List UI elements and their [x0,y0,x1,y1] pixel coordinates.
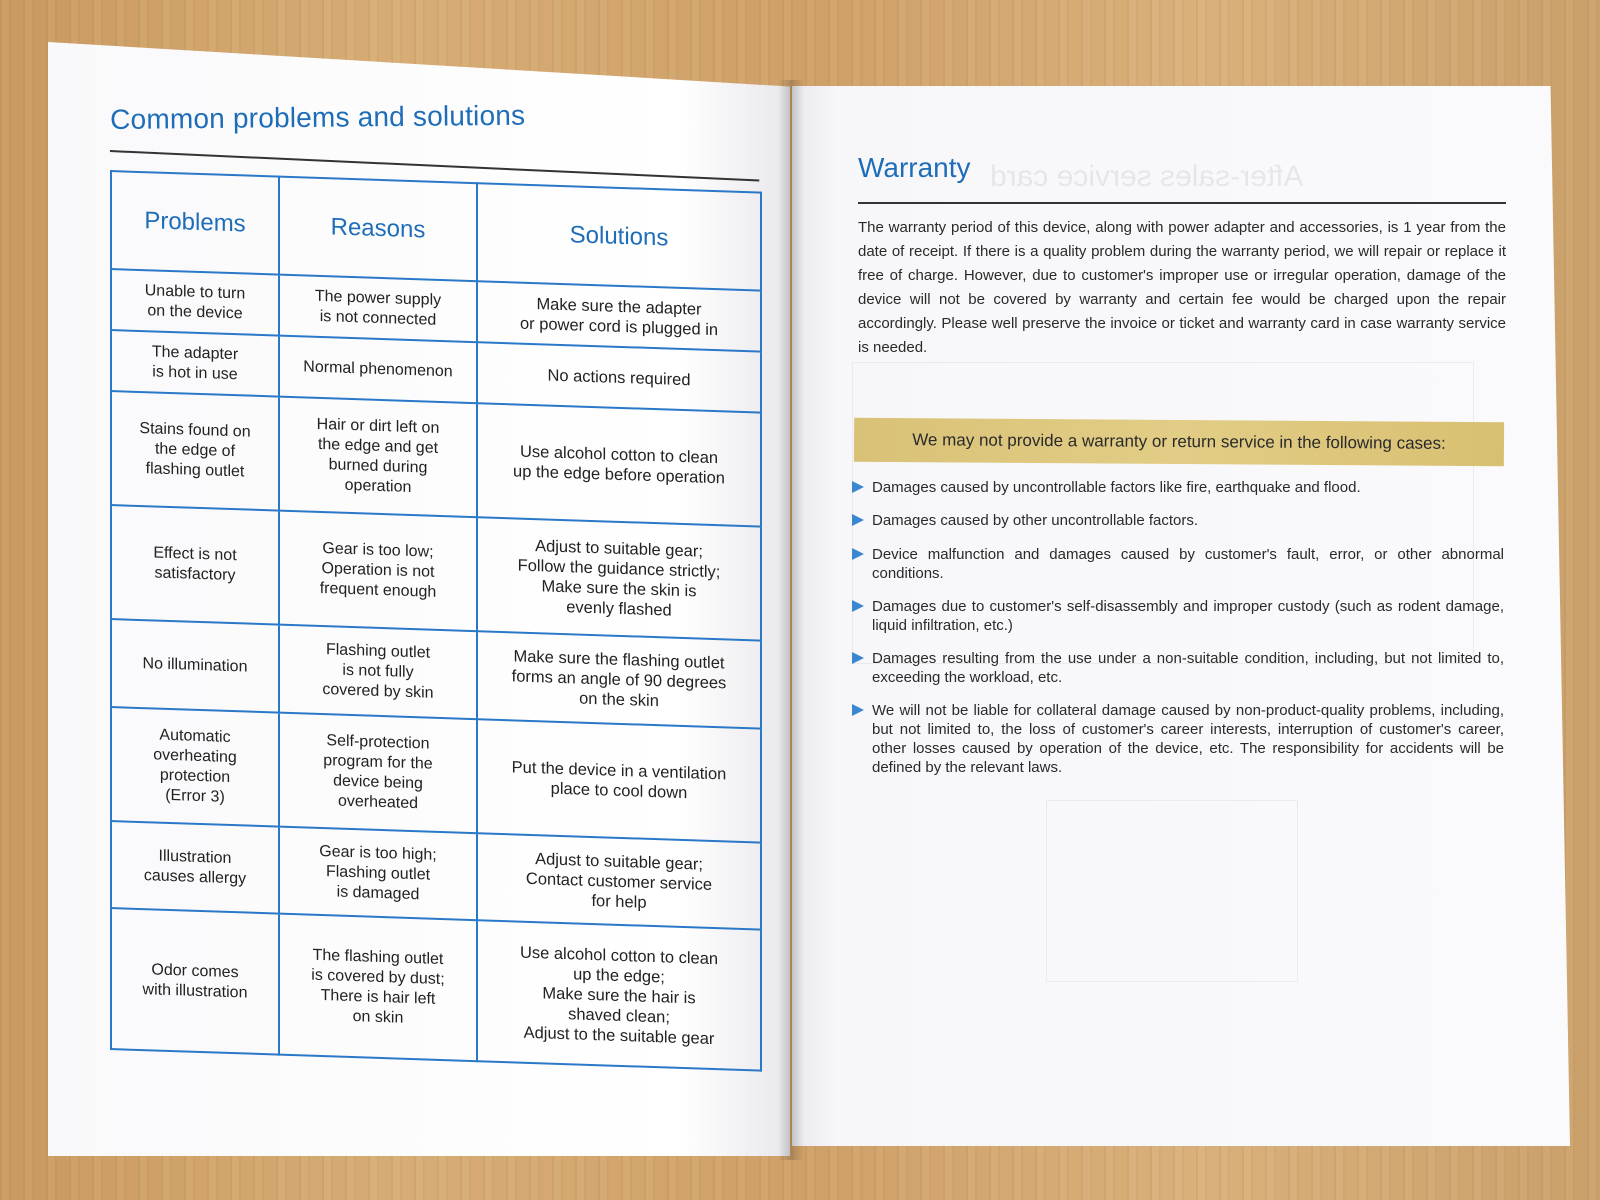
reason-cell: The flashing outlet is covered by dust; There is hair left on skin [279,914,477,1061]
solution-cell: Make sure the adapter or power cord is plugged in [477,281,761,351]
case-text: Damages resulting from the use under a non-suitable condition, including, but not limited to, exceeding the workload, etc. [872,650,1504,686]
solution-cell: Make sure the flashing outlet forms an angle of 90 degrees on the skin [477,631,761,728]
list-item [852,545,1504,583]
table-row [111,707,761,843]
case-text: Damages due to customer's self-disassembly and improper custody (such as rodent damage, liquid infiltration, etc.) [872,598,1504,634]
list-item [852,597,1504,635]
problem-cell: Illustration causes allergy [111,821,279,914]
reason-cell: Hair or dirt left on the edge and get burned during operation [279,397,477,518]
problem-cell: Unable to turn on the device [111,269,279,336]
problems-table-wrap [110,170,760,1072]
reason-cell: Normal phenomenon [279,336,477,404]
triangle-arrow-icon [852,481,864,493]
solution-cell: Put the device in a ventilation place to cool down [477,719,761,842]
warranty-title-rule [858,202,1506,204]
list-item [852,649,1504,687]
solution-cell: Use alcohol cotton to clean up the edge before operation [477,403,761,526]
solution-cell: No actions required [477,342,761,412]
reason-cell: Self-protection program for the device being overheated [279,712,477,833]
solution-cell: Adjust to suitable gear; Follow the guidance strictly; Make sure the skin is evenly flashed [477,517,761,640]
exclusions-banner: We may not provide a warranty or return service in the following cases: [854,418,1504,467]
exclusions-list [852,478,1504,777]
problems-table [110,170,762,1072]
show-through-certificate [1046,800,1298,982]
problem-cell: The adapter is hot in use [111,330,279,397]
table-row [111,505,761,641]
list-item [852,701,1504,777]
show-through-text: After-sales service card [990,160,1304,193]
solution-cell: Adjust to suitable gear; Contact customer service for help [477,833,761,930]
header-reasons: Reasons [279,177,477,282]
reason-cell: Gear is too high; Flashing outlet is damaged [279,826,477,920]
header-solutions: Solutions [477,183,761,290]
problem-cell: Effect is not satisfactory [111,505,279,625]
list-item [852,478,1504,497]
reason-cell: Gear is too low; Operation is not frequent enough [279,511,477,632]
warranty-title: Warranty [858,152,971,183]
problem-cell: Stains found on the edge of flashing outlet [111,391,279,511]
left-page-title: Common problems and solutions [110,99,526,135]
table-row [111,908,761,1070]
case-text: Damages caused by other uncontrollable factors. [872,512,1199,529]
triangle-arrow-icon [852,514,864,526]
reason-cell: The power supply is not connected [279,275,477,343]
reason-cell: Flashing outlet is not fully covered by skin [279,625,477,719]
problem-cell: Automatic overheating protection (Error 3) [111,707,279,827]
solution-cell: Use alcohol cotton to clean up the edge; Make sure the hair is shaved clean; Adjust to the suitable gear [477,921,761,1071]
book-gutter [778,80,804,1160]
case-text: We will not be liable for collateral damage caused by non-product-quality problems, including, but not limited to, the loss of customer's career interests, interruption of customer's career, other losses caused by operation of the device, etc. The responsibility for accidents will be defined by the relevant laws. [872,702,1504,776]
triangle-arrow-icon [852,652,864,664]
problem-cell: No illumination [111,619,279,712]
warranty-paragraph: The warranty period of this device, along with power adapter and accessories, is 1 year from the date of receipt. If there is a quality problem during the warranty period, we will repair or replace it free of charge. However, due to customer's improper use or irregular operation, damage of the device will not be covered by warranty and certain fee would be charged upon the repair accordingly. Please well preserve the invoice or ticket and warranty card in case warranty service is needed. [858,219,1506,356]
triangle-arrow-icon [852,704,864,716]
header-problems: Problems [111,171,279,275]
triangle-arrow-icon [852,600,864,612]
problem-cell: Odor comes with illustration [111,908,279,1054]
case-text: Device malfunction and damages caused by customer's fault, error, or other abnormal conditions. [872,546,1504,582]
triangle-arrow-icon [852,548,864,560]
list-item [852,511,1504,530]
table-row [111,391,761,527]
case-text: Damages caused by uncontrollable factors like fire, earthquake and flood. [872,479,1361,496]
